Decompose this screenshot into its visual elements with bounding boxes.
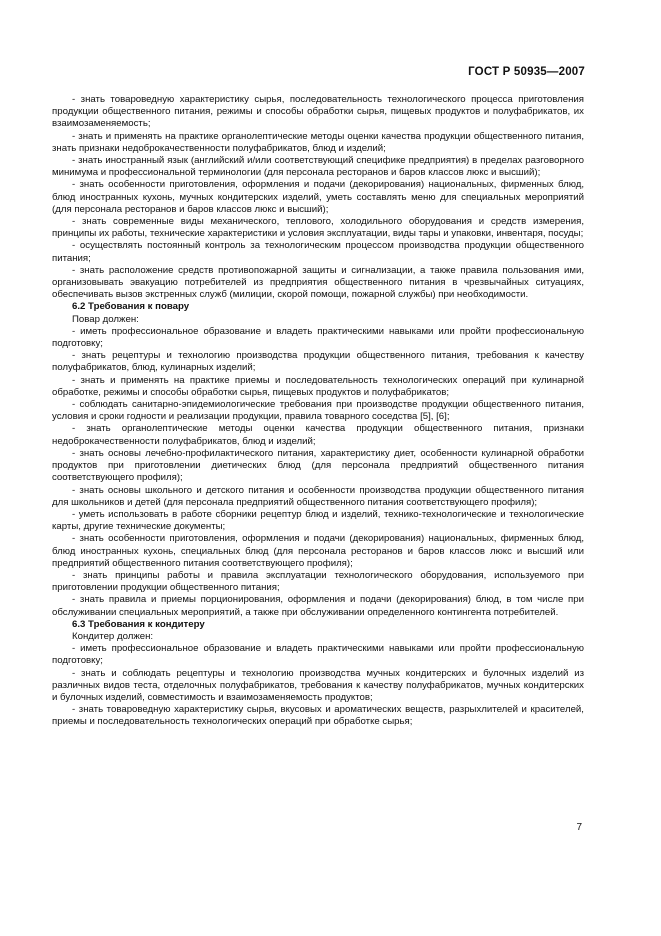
paragraph: - знать правила и приемы порционирования, оформления и подачи (декорирования) блюд, в том числе при обслуживании специальных мероприятий, а также при обслуживании определенного контингента потребителей. [52,594,584,618]
page-number: 7 [576,822,582,833]
section-heading: 6.3 Требования к кондитеру [72,618,205,630]
paragraph: - знать товароведную характеристику сырья, последовательность технологического процесса приготовления продукции общественного питания, режимы и способы обработки сырья, пищевых продуктов и полуфабрикатов, их взаимозаменяемость; [52,94,584,130]
paragraph: - знать органолептические методы оценки качества продукции общественного питания, признаки недоброкачественности полуфабрикатов, блюд и изделий; [52,423,584,447]
paragraph: - иметь профессиональное образование и владеть практическими навыками или пройти профессиональную подготовку; [52,643,584,667]
paragraph: Кондитер должен: [72,630,154,642]
paragraph: - знать рецептуры и технологию производства продукции общественного питания, требования к качеству полуфабрикатов, блюд, кулинарных изделий; [52,350,584,374]
paragraph: - знать иностранный язык (английский и/или соответствующий специфике предприятия) в пределах разговорного минимума и профессиональной терминологии (для персонала ресторанов и баров классов люкс и высший); [52,155,584,179]
paragraph: - знать товароведную характеристику сырья, вкусовых и ароматических веществ, разрыхлителей и красителей, приемы и последовательность технологических операций при обработке сырья; [52,704,584,728]
paragraph: - знать и применять на практике органолептические методы оценки качества продукции общественного питания, знать признаки недоброкачественности полуфабрикатов, блюд и изделий; [52,130,584,154]
paragraph: - знать и применять на практике приемы и последовательность технологических операций при кулинарной обработке, режимы и способы обработки сырья, пищевых продуктов и полуфабрикатов; [52,374,584,398]
section-heading: 6.2 Требования к повару [72,301,190,313]
paragraph: - осуществлять постоянный контроль за технологическим процессом производства продукции общественного питания; [52,240,584,264]
paragraph: - иметь профессиональное образование и владеть практическими навыками или пройти профессиональную подготовку; [52,325,584,350]
paragraph: - знать основы школьного и детского питания и особенности производства продукции общественного питания для школьников и детей (для персонала предприятий общественного питания соответствующего профиля); [52,484,584,508]
paragraph: - знать особенности приготовления, оформления и подачи (декорирования) национальных, фирменных блюд, блюд иностранных кухонь, мучных кондитерских изделий, уметь составлять меню для специальных мероприятий (для персонала ресторанов и баров классов люкс и высший); [52,179,584,215]
paragraph: - знать расположение средств противопожарной защиты и сигнализации, а также правила пользования ими, организовывать эвакуацию потребителей из предприятия общественного питания в чрезвычайных ситуациях, обеспечивать вызов экстренных служб (милиции, скорой помощи, пожарной службы) при необходимости. [52,264,584,301]
paragraph: - знать принципы работы и правила эксплуатации технологического оборудования, используемого при приготовлении продукции общественного питания; [52,569,584,594]
paragraph: Повар должен: [72,313,139,325]
paragraph: - знать особенности приготовления, оформления и подачи (декорирования) национальных, фирменных блюд, блюд иностранных кухонь, специальных блюд (для персонала ресторанов и баров классов люкс и высший или предприятий общественного питания соответствующего профиля); [52,533,584,569]
paragraph: - знать основы лечебно-профилактического питания, характеристику диет, особенности кулинарной обработки продуктов при приготовлении диетических блюд (для персонала предприятий общественного питания соответствующего профиля); [52,447,584,484]
paragraph: - уметь использовать в работе сборники рецептур блюд и изделий, технико-технологические и технологические карты, другие технические документы; [52,508,584,533]
paragraph: - соблюдать санитарно-эпидемиологические требования при производстве продукции общественного питания, условия и сроки годности и реализации продукции, правила товарного соседства [5], [6]; [52,399,584,423]
document-header: ГОСТ Р 50935—2007 [468,66,585,78]
paragraph: - знать и соблюдать рецептуры и технологию производства мучных кондитерских и булочных изделий из различных видов теста, отделочных полуфабрикатов, требования к качеству полуфабрикатов, мучных кондитерских и булочных изделий, совместимость и взаимозаменяемость продуктов; [52,667,584,703]
paragraph: - знать современные виды механического, теплового, холодильного оборудования и средств измерения, принципы их работы, технические характеристики и условия эксплуатации, виды тары и упаковки, инвентаря, посуды; [52,216,584,240]
document-body [52,94,584,729]
